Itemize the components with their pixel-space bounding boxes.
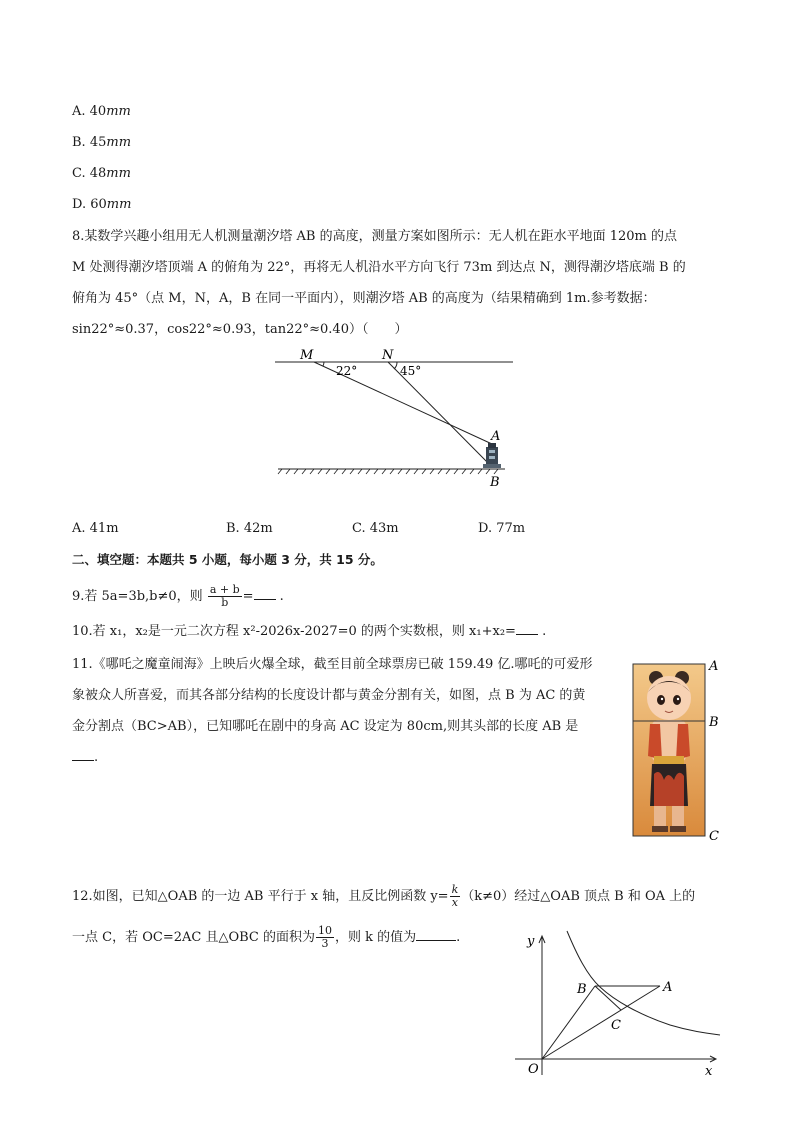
q8-stem-line2: M 处测得潮汐塔顶端 A 的俯角为 22°，再将无人机沿水平方向飞行 73m 到达点 N，测得潮汐塔底端 B 的 — [72, 260, 686, 275]
q9: 9.若 5a=3b,b≠0，则 $\frac{a + b}{b}$ = . — [72, 583, 284, 609]
label-A: A — [663, 980, 673, 995]
tide-tower — [483, 443, 501, 468]
section-heading-fill-in: 二、填空题：本题共 5 小题，每小题 3 分，共 15 分。 — [72, 552, 383, 567]
segment-OA — [542, 986, 660, 1059]
q7-option-a: A. 40mm — [72, 104, 131, 119]
q8-drone-diagram — [270, 343, 520, 493]
q8-stem-line4: sin22°≈0.37，cos22°≈0.93，tan22°≈0.40）（ ） — [72, 322, 408, 337]
segment-BC — [595, 986, 621, 1010]
label-C: C — [709, 829, 719, 842]
q8-option-c: C. 43m — [352, 521, 399, 536]
q12-coordinate-diagram — [505, 925, 730, 1080]
q11-line2: 象被众人所喜爱，而其各部分结构的长度设计都与黄金分割有关，如图，点 B 为 AC 的黄 — [72, 688, 586, 703]
angle-arc-22 — [323, 362, 324, 366]
label-y: y — [527, 934, 535, 949]
q12-line1: 12.如图，已知△OAB 的一边 AB 平行于 x 轴，且反比例函数 y= $\frac{k}{x}$ （k≠0）经过△OAB 顶点 B 和 OA 上的 — [72, 883, 696, 909]
q7-option-c: C. 48mm — [72, 166, 131, 181]
q11-line3: 金分割点（BC>AB），已知哪吒在剧中的身高 AC 设定为 80cm,则其头部的长度 AB 是 — [72, 719, 579, 734]
q8-stem-line3: 俯角为 45°（点 M，N，A，B 在同一平面内），则潮汐塔 AB 的高度为（结果精确到 1m.参考数据： — [72, 291, 656, 306]
q11-nezha-figure — [630, 656, 725, 842]
q7-option-b: B. 45mm — [72, 135, 132, 150]
ground-hatching — [278, 469, 498, 474]
label-x: x — [705, 1064, 713, 1079]
q12-k-over-x: $\frac{k}{x}$ — [451, 883, 459, 909]
q9-fraction: $\frac{a + b}{b}$ — [209, 583, 240, 609]
q8-stem-line1: 8.某数学兴趣小组用无人机测量潮汐塔 AB 的高度，测量方案如图所示：无人机在距水平地面 120m 的点 — [72, 229, 678, 244]
q12-area-fraction: $\frac{10}{3}$ — [317, 924, 332, 950]
q10-answer-blank[interactable] — [516, 622, 538, 635]
label-A: A — [709, 659, 719, 674]
label-B: B — [490, 475, 500, 490]
label-A: A — [491, 429, 501, 444]
q12-line2: 一点 C，若 OC=2AC 且△OBC 的面积为 $\frac{10}{3}$ ，则 k 的值为 . — [72, 924, 461, 950]
hyperbola-curve — [567, 931, 720, 1035]
q8-option-d: D. 77m — [478, 521, 526, 536]
q11-line1: 11.《哪吒之魔童闹海》上映后火爆全球，截至目前全球票房已破 159.49 亿.哪吒的可爱形 — [72, 657, 593, 672]
label-B: B — [577, 982, 587, 997]
label-C: C — [611, 1018, 621, 1033]
q8-option-b: B. 42m — [226, 521, 273, 536]
q8-option-a: A. 41m — [72, 521, 119, 536]
segment-OB — [542, 986, 595, 1059]
q7-option-d: D. 60mm — [72, 197, 132, 212]
label-B: B — [709, 715, 719, 730]
label-N: N — [382, 348, 394, 363]
q12-answer-blank[interactable] — [416, 928, 456, 941]
q11-answer-blank[interactable] — [72, 748, 94, 761]
q11-line4: . — [72, 748, 98, 768]
q10: 10.若 x₁，x₂是一元二次方程 x²-2026x-2027=0 的两个实数根，则 x₁+x₂= . — [72, 624, 547, 639]
label-angle-45: 45° — [400, 364, 422, 378]
angle-arc-45 — [394, 362, 397, 369]
q9-answer-blank[interactable] — [254, 587, 276, 600]
label-O: O — [528, 1062, 539, 1077]
label-angle-22: 22° — [336, 364, 358, 378]
label-M: M — [300, 348, 314, 363]
